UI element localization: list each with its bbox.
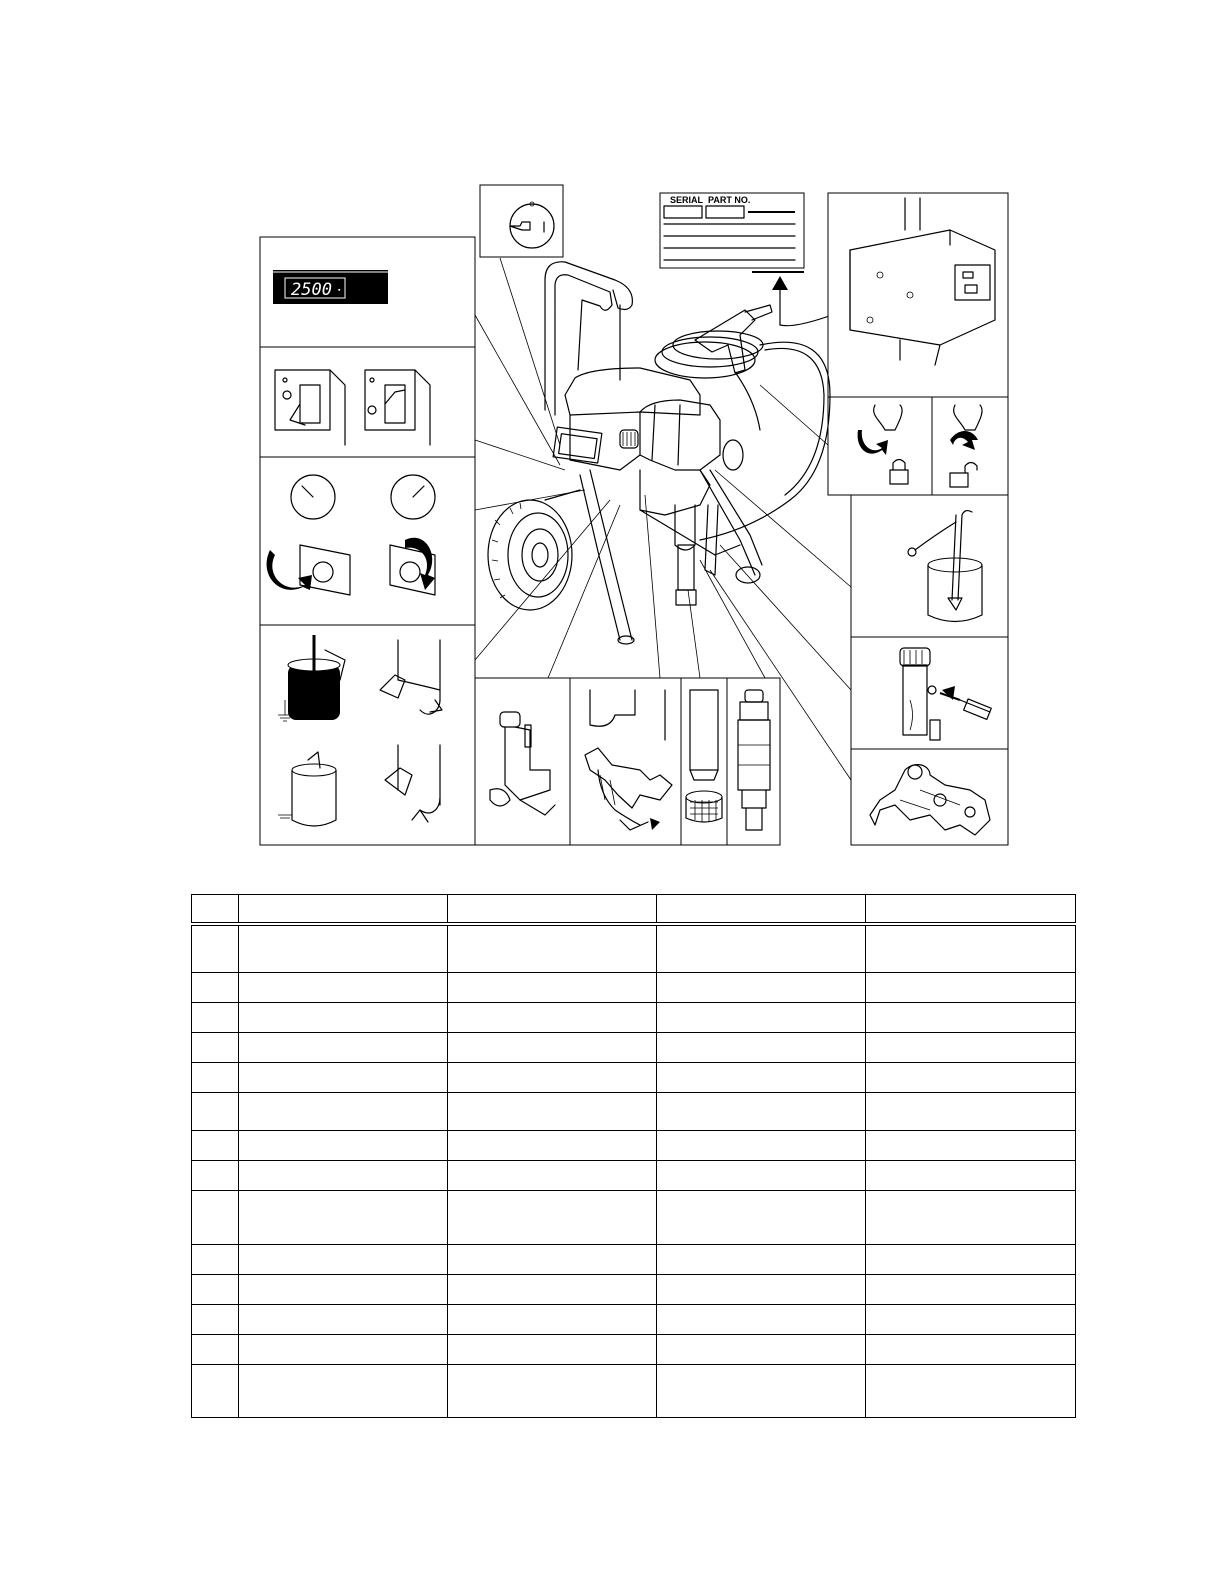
table-cell — [866, 1190, 1076, 1244]
table-cell — [866, 1274, 1076, 1304]
table-cell — [192, 972, 239, 1002]
table-header-row — [192, 895, 1076, 925]
table-cell — [866, 924, 1076, 972]
serial-text: SERIAL — [670, 195, 704, 205]
power-switch-panel — [260, 347, 475, 457]
prime-drain-panel — [260, 625, 475, 845]
table-cell — [239, 1364, 448, 1417]
table-cell — [239, 1062, 448, 1092]
table-cell — [192, 1190, 239, 1244]
header-cell — [192, 895, 239, 925]
table-cell — [239, 1334, 448, 1364]
suction-tube-panel — [851, 495, 1008, 637]
table-cell — [866, 1130, 1076, 1160]
table-cell — [192, 1062, 239, 1092]
table-cell — [448, 1032, 657, 1062]
header-cell — [448, 895, 657, 925]
table-cell — [192, 1244, 239, 1274]
table-cell — [192, 1334, 239, 1364]
table-cell — [866, 1002, 1076, 1032]
table-cell — [866, 1032, 1076, 1062]
table-cell — [239, 1244, 448, 1274]
table-cell — [866, 1304, 1076, 1334]
table-row — [192, 1304, 1076, 1334]
table-row — [192, 1092, 1076, 1130]
filter-screen-panel — [681, 678, 727, 845]
table-cell — [866, 1364, 1076, 1417]
filter-outlet-panel — [851, 637, 1008, 749]
table-cell — [192, 1002, 239, 1032]
table-cell — [239, 1130, 448, 1160]
table-cell — [239, 1032, 448, 1062]
pressure-display-panel — [260, 237, 475, 347]
header-cell — [866, 895, 1076, 925]
table-cell — [657, 1244, 866, 1274]
table-cell — [657, 1130, 866, 1160]
table-cell — [239, 1304, 448, 1334]
table-cell — [657, 1334, 866, 1364]
table-cell — [448, 1334, 657, 1364]
table-cell — [192, 1274, 239, 1304]
table-row — [192, 972, 1076, 1002]
table-cell — [448, 1274, 657, 1304]
header-cell — [657, 895, 866, 925]
svg-text:▪: ▪ — [338, 287, 341, 294]
table-cell — [657, 972, 866, 1002]
table-cell — [448, 1304, 657, 1334]
parts-table — [191, 894, 1075, 1418]
header-cell — [239, 895, 448, 925]
table-body — [192, 924, 1076, 1417]
table-cell — [657, 1304, 866, 1334]
table-cell — [239, 1274, 448, 1304]
table-row — [192, 924, 1076, 972]
table-row — [192, 1274, 1076, 1304]
table-cell — [448, 1092, 657, 1130]
table-cell — [239, 1002, 448, 1032]
parts-grid — [191, 894, 1076, 1418]
table-row — [192, 1062, 1076, 1092]
table-row — [192, 1334, 1076, 1364]
table-cell — [657, 1062, 866, 1092]
part-no-text: PART NO. — [708, 195, 751, 205]
pressure-display-value: 2500 — [291, 280, 332, 300]
table-cell — [239, 924, 448, 972]
table-row — [192, 1130, 1076, 1160]
table-cell — [448, 1002, 657, 1032]
table-cell — [448, 1160, 657, 1190]
table-cell — [192, 1160, 239, 1190]
table-row — [192, 1364, 1076, 1417]
table-cell — [657, 1160, 866, 1190]
trigger-lock-panel — [828, 397, 1008, 495]
table-cell — [448, 972, 657, 1002]
pump-fill-panel — [475, 678, 570, 845]
table-cell — [657, 1002, 866, 1032]
table-cell — [192, 1364, 239, 1417]
table-cell — [192, 924, 239, 972]
table-row — [192, 1190, 1076, 1244]
table-cell — [239, 1092, 448, 1130]
pump-assembly-panel — [851, 749, 1008, 845]
table-cell — [866, 1160, 1076, 1190]
table-cell — [657, 1364, 866, 1417]
table-cell — [448, 1244, 657, 1274]
pump-rod-panel — [727, 678, 780, 845]
table-cell — [448, 924, 657, 972]
table-cell — [239, 972, 448, 1002]
table-row — [192, 1160, 1076, 1190]
table-cell — [448, 1364, 657, 1417]
table-row — [192, 1244, 1076, 1274]
table-cell — [192, 1032, 239, 1062]
table-row — [192, 1002, 1076, 1032]
table-cell — [657, 1274, 866, 1304]
table-cell — [866, 1334, 1076, 1364]
table-cell — [657, 1092, 866, 1130]
table-cell — [448, 1062, 657, 1092]
table-cell — [866, 1244, 1076, 1274]
table-cell — [657, 924, 866, 972]
table-row — [192, 1032, 1076, 1062]
table-cell — [866, 972, 1076, 1002]
table-cell — [448, 1130, 657, 1160]
table-cell — [192, 1304, 239, 1334]
engine-switch-panel — [480, 185, 563, 257]
table-cell — [448, 1190, 657, 1244]
table-cell — [657, 1190, 866, 1244]
table-cell — [192, 1092, 239, 1130]
table-cell — [239, 1160, 448, 1190]
serial-location-panel — [828, 193, 1008, 397]
table-cell — [866, 1092, 1076, 1130]
table-cell — [657, 1032, 866, 1062]
pressure-knob-panel — [260, 457, 475, 625]
gun-panel — [570, 678, 681, 845]
table-cell — [192, 1130, 239, 1160]
table-cell — [239, 1190, 448, 1244]
table-cell — [866, 1062, 1076, 1092]
